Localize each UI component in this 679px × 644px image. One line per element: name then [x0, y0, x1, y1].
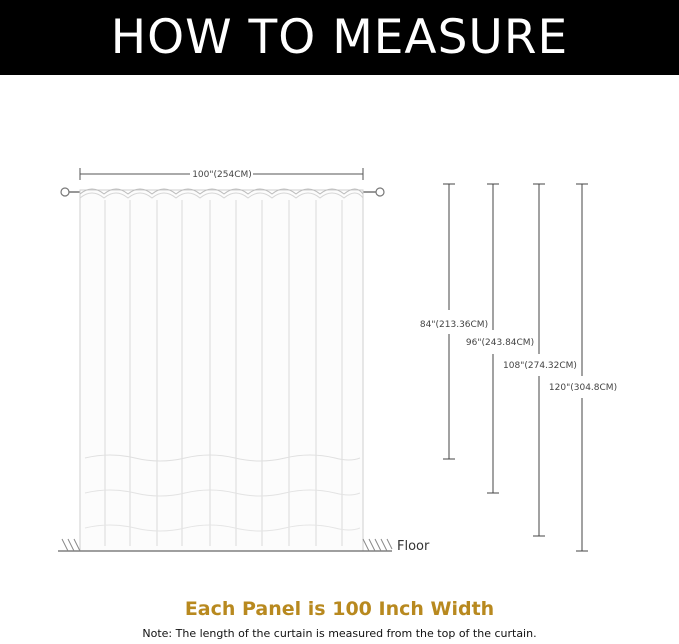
curtain-panel [80, 189, 363, 551]
length-label-120: 120"(304.8CM) [548, 383, 618, 393]
measure-note: Note: The length of the curtain is measured from the top of the curtain. [142, 627, 537, 640]
length-label-108: 108"(274.32CM) [503, 361, 577, 371]
length-option-96 [466, 184, 534, 493]
width-dimension [80, 168, 363, 180]
length-option-108 [503, 184, 577, 536]
page-title: HOW TO MEASURE [0, 0, 679, 75]
length-label-96: 96"(243.84CM) [465, 338, 535, 348]
floor-label: Floor [397, 539, 430, 554]
width-label: 100"(254CM) [192, 170, 252, 180]
length-option-84 [420, 184, 488, 459]
length-label-84: 84"(213.36CM) [419, 320, 489, 330]
panel-width-headline: Each Panel is 100 Inch Width [184, 598, 495, 620]
